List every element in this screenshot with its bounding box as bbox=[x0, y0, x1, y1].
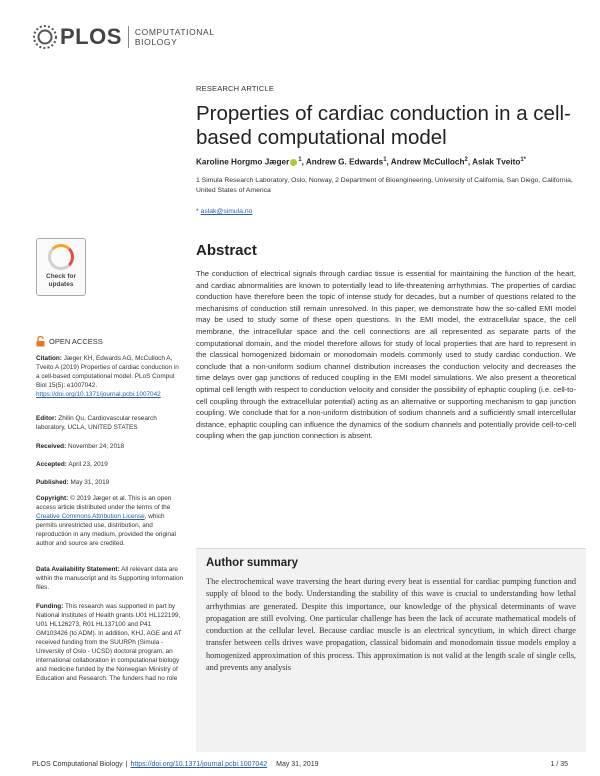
author-name[interactable]: Andrew G. Edwards bbox=[305, 157, 384, 167]
author-summary-box bbox=[196, 548, 586, 752]
orcid-icon[interactable] bbox=[290, 159, 297, 166]
author-summary-heading: Author summary bbox=[206, 557, 299, 569]
citation-doi-link[interactable]: https://doi.org/10.1371/journal.pcbi.1007042 bbox=[36, 391, 161, 398]
received-date: Received: November 24, 2018 bbox=[36, 443, 125, 450]
data-availability-block: Data Availability Statement: All relevant data are within the manuscript and its Supporting Information files. bbox=[36, 566, 184, 591]
license-link[interactable]: Creative Commons Attribution License bbox=[36, 513, 145, 520]
citation-block: Citation: Jæger KH, Edwards AG, McCulloch A, Tveito A (2019) Properties of cardiac conduction in a cell-based computational model. PLoS Comput Biol 15(5): e1007042. https://doi.org/10.1371/journal.pcbi.1007042 bbox=[36, 355, 179, 398]
logo-divider bbox=[128, 26, 129, 48]
affiliations: 1 Simula Research Laboratory, Oslo, Norway, 2 Department of Bioengineering, University of California, San Diego, California, United States of America bbox=[196, 177, 573, 194]
check-for-updates-badge[interactable]: Check for updates bbox=[36, 238, 86, 296]
open-lock-icon bbox=[36, 336, 45, 347]
journal-name: COMPUTATIONAL BIOLOGY bbox=[134, 27, 215, 47]
author-name[interactable]: Aslak Tveito bbox=[472, 157, 521, 167]
author-name[interactable]: Karoline Horgmo Jæger bbox=[196, 157, 290, 167]
abstract-heading: Abstract bbox=[196, 242, 257, 259]
editor-block: Editor: Zhilin Qu, Cardiovascular research laboratory, UCLA, UNITED STATES bbox=[36, 415, 157, 431]
funding-block: Funding: This research was supported in part by National Institutes of Health grants U01 HL122199, U01 HL126273, R01 HL137100 and P41 GM103426 (to ADM). In addition, KHJ, AGE and AT received funding from the SUURPh (Simula - University of Oslo - UCSD) doctoral program, an international collaboration in computational biology and medicine funded by the Norwegian Ministry of Education and Research. The funders had no role bbox=[36, 603, 182, 682]
footer-separator: | bbox=[125, 761, 128, 768]
journal-logo bbox=[32, 24, 215, 50]
author-list: Karoline Horgmo Jæger $^1$, Andrew G. Edwards$^1$, Andrew McCulloch$^2$, Aslak Tveito$^{1*}$ bbox=[196, 157, 526, 167]
footer-doi-link[interactable]: https://doi.org/10.1371/journal.pcbi.1007042 bbox=[130, 761, 268, 768]
article-title: Properties of cardiac conduction in a cell-based computational model bbox=[196, 102, 571, 149]
copyright-block: Copyright: © 2019 Jæger et al. This is an open access article distributed under the terms of the Creative Commons Attribution License, which permits unrestricted use, distribution, and reproduction in any medium, provided the original author and source are credited. bbox=[36, 495, 176, 547]
abstract-text: The conduction of electrical signals through cardiac tissue is essential for maintaining the function of the heart, and cardiac abnormalities are known to potentially lead to life-threatening arrhythmias. The properties of cardiac conduction have therefore been the topic of intense study for decades, but a number of questions related to the mechanisms of conduction still remain unresolved. In this paper, we demonstrate how the so-called EMI model may be used to study some of these open questions. In the EMI model, the extracellular space, the cell membrane, the intracellular space and the cell connections are all represented as separate parts of the computational domain, and the model therefore allows for study of local properties that are hard to represent in the classical homogenized bidomain or monodomain models commonly used to study cardiac conduction. We conclude that a non-uniform sodium channel distribution increases the conduction velocity and decreases the time delays over gap junctions of reduced coupling in the EMI model simulations. We also present a theoretical optimal cell length with respect to conduction velocity and consider the possibility of ephaptic coupling (i.e. cell-to-cell coupling through the extracellular potential) acting as an alternative or supporting mechanism to gap junction coupling. We conclude that for a non-uniform distribution of sodium channels and a sufficiently small intercellular distance, ephaptic coupling can influence the dynamics of the sodium channels and potentially provide cell-to-cell coupling when the gap junction connection is absent. bbox=[196, 269, 576, 441]
page-footer bbox=[32, 761, 568, 768]
brand-name: PLOS bbox=[60, 24, 122, 49]
corresponding-email: * aslak@simula.no bbox=[196, 208, 253, 215]
plos-logo-icon bbox=[32, 24, 58, 50]
accepted-date: Accepted: April 23, 2019 bbox=[36, 461, 108, 468]
footer-journal: PLOS Computational Biology bbox=[32, 761, 123, 768]
article-type: RESEARCH ARTICLE bbox=[196, 84, 275, 93]
check-updates-icon bbox=[48, 244, 74, 270]
open-access-label: OPEN ACCESS bbox=[36, 336, 103, 347]
author-name[interactable]: Andrew McCulloch bbox=[390, 157, 465, 167]
author-summary-text: The electrochemical wave traversing the heart during every beat is essential for cardiac pumping function and supply of blood to the body. Understanding the stability of this wave is crucial to understanding how lethal arrhythmias are generated. Despite this importance, our knowledge of the physical determinants of wave propagation are still evolving. One particular challenge has been the lack of accurate mathematical models of conduction at the cellular level. Because cardiac muscle is an electrical syncytium, in which direct charge transfer between cells drives wave propagation, classical bidomain and monodomain tissue models employ a homogenized approximation of this process. This approximation is not valid at the length scale of single cells, and prevents any analysis bbox=[206, 577, 576, 673]
page-number: 1 / 35 bbox=[550, 761, 568, 768]
email-link[interactable]: aslak@simula.no bbox=[200, 208, 253, 215]
published-date: Published: May 31, 2019 bbox=[36, 479, 110, 486]
footer-date: May 31, 2019 bbox=[276, 761, 319, 768]
